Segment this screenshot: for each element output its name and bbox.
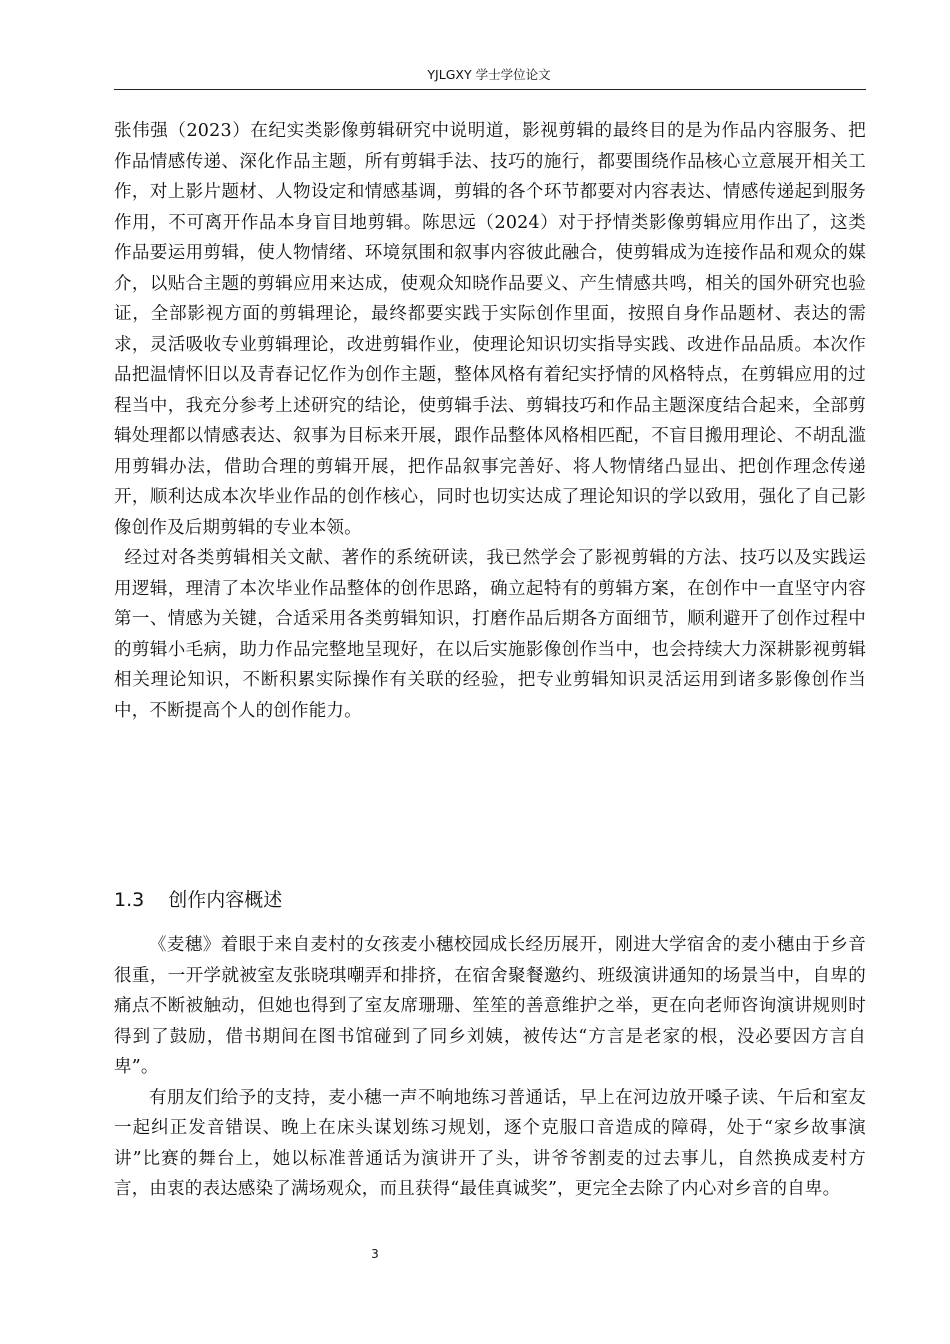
page-number: 3 (371, 1247, 379, 1261)
body-text (114, 116, 866, 726)
section-title: 创作内容概述 (168, 889, 283, 911)
running-header: YJLGXY 学士学位论文 (427, 67, 551, 82)
section-heading (114, 885, 282, 915)
section-number: 1.3 (114, 889, 145, 911)
body-paragraph-2: 经过对各类剪辑相关文献、著作的系统研读，我已然学会了影视剪辑的方法、技巧以及实践运用逻辑，理清了本次毕业作品整体的创作思路，确立起特有的剪辑方案，在创作中一直坚守内容第一、情感为关键，合适采用各类剪辑知识，打磨作品后期各方面细节，顺利避开了创作过程中的剪辑小毛病，助力作品完整地呈现好，在以后实施影像创作当中，也会持续大力深耕影视剪辑相关理论知识，不断积累实际操作有关联的经验，把专业剪辑知识灵活运用到诸多影像创作当中，不断提高个人的创作能力。 (114, 548, 866, 721)
body-paragraph-1: 张伟强（2023）在纪实类影像剪辑研究中说明道，影视剪辑的最终目的是为作品内容服务、把作品情感传递、深化作品主题，所有剪辑手法、技巧的施行，都要围绕作品核心立意展开相关工作，对上影片题材、人物设定和情感基调，剪辑的各个环节都要对内容表达、情感传递起到服务作用，不可离开作品本身盲目地剪辑。陈思远（2024）对于抒情类影像剪辑应用作出了，这类作品要运用剪辑，使人物情绪、环境氛围和叙事内容彼此融合，使剪辑成为连接作品和观众的媒介，以贴合主题的剪辑应用来达成，使观众知晓作品要义、产生情感共鸣，相关的国外研究也验证，全部影视方面的剪辑理论，最终都要实践于实际创作里面，按照自身作品题材、表达的需求，灵活吸收专业剪辑理论，改进剪辑作业，使理论知识切实指导实践、改进作品品质。本次作品把温情怀旧以及青春记忆作为创作主题，整体风格有着纪实抒情的风格特点，在剪辑应用的过程当中，我充分参考上述研究的结论，使剪辑手法、剪辑技巧和作品主题深度结合起来，全部剪辑处理都以情感表达、叙事为目标来开展，跟作品整体风格相匹配，不盲目搬用理论、不胡乱滥用剪辑办法，借助合理的剪辑开展，把作品叙事完善好、将人物情绪凸显出、把创作理念传递开，顺利达成本次毕业作品的创作核心，同时也切实达成了理论知识的学以致用，强化了自己影像创作及后期剪辑的专业本领。 (114, 121, 866, 538)
section-paragraph-1: 《麦穗》着眼于来自麦村的女孩麦小穗校园成长经历展开，刚进大学宿舍的麦小穗由于乡音很重，一开学就被室友张晓琪嘲弄和排挤，在宿舍聚餐邀约、班级演讲通知的场景当中，自卑的痛点不断被触动，但她也得到了室友席珊珊、笙笙的善意维护之举，更在向老师咨询演讲规则时得到了鼓励，借书期间在图书馆碰到了同乡刘姨，被传达“方言是老家的根，没必要因方言自卑”。 (114, 935, 866, 1077)
header-rule (114, 89, 866, 90)
section-paragraph-2: 有朋友们给予的支持，麦小穗一声不响地练习普通话，早上在河边放开嗓子读、午后和室友一起纠正发音错误、晚上在床头谋划练习规划，逐个克服口音造成的障碍，处于“家乡故事演讲”比赛的舞台上，她以标准普通话为演讲开了头，讲爷爷割麦的过去事儿，自然换成麦村方言，由衷的表达感染了满场观众，而且获得“最佳真诚奖”，更完全去除了内心对乡音的自卑。 (114, 1087, 866, 1199)
section-body (114, 930, 866, 1205)
